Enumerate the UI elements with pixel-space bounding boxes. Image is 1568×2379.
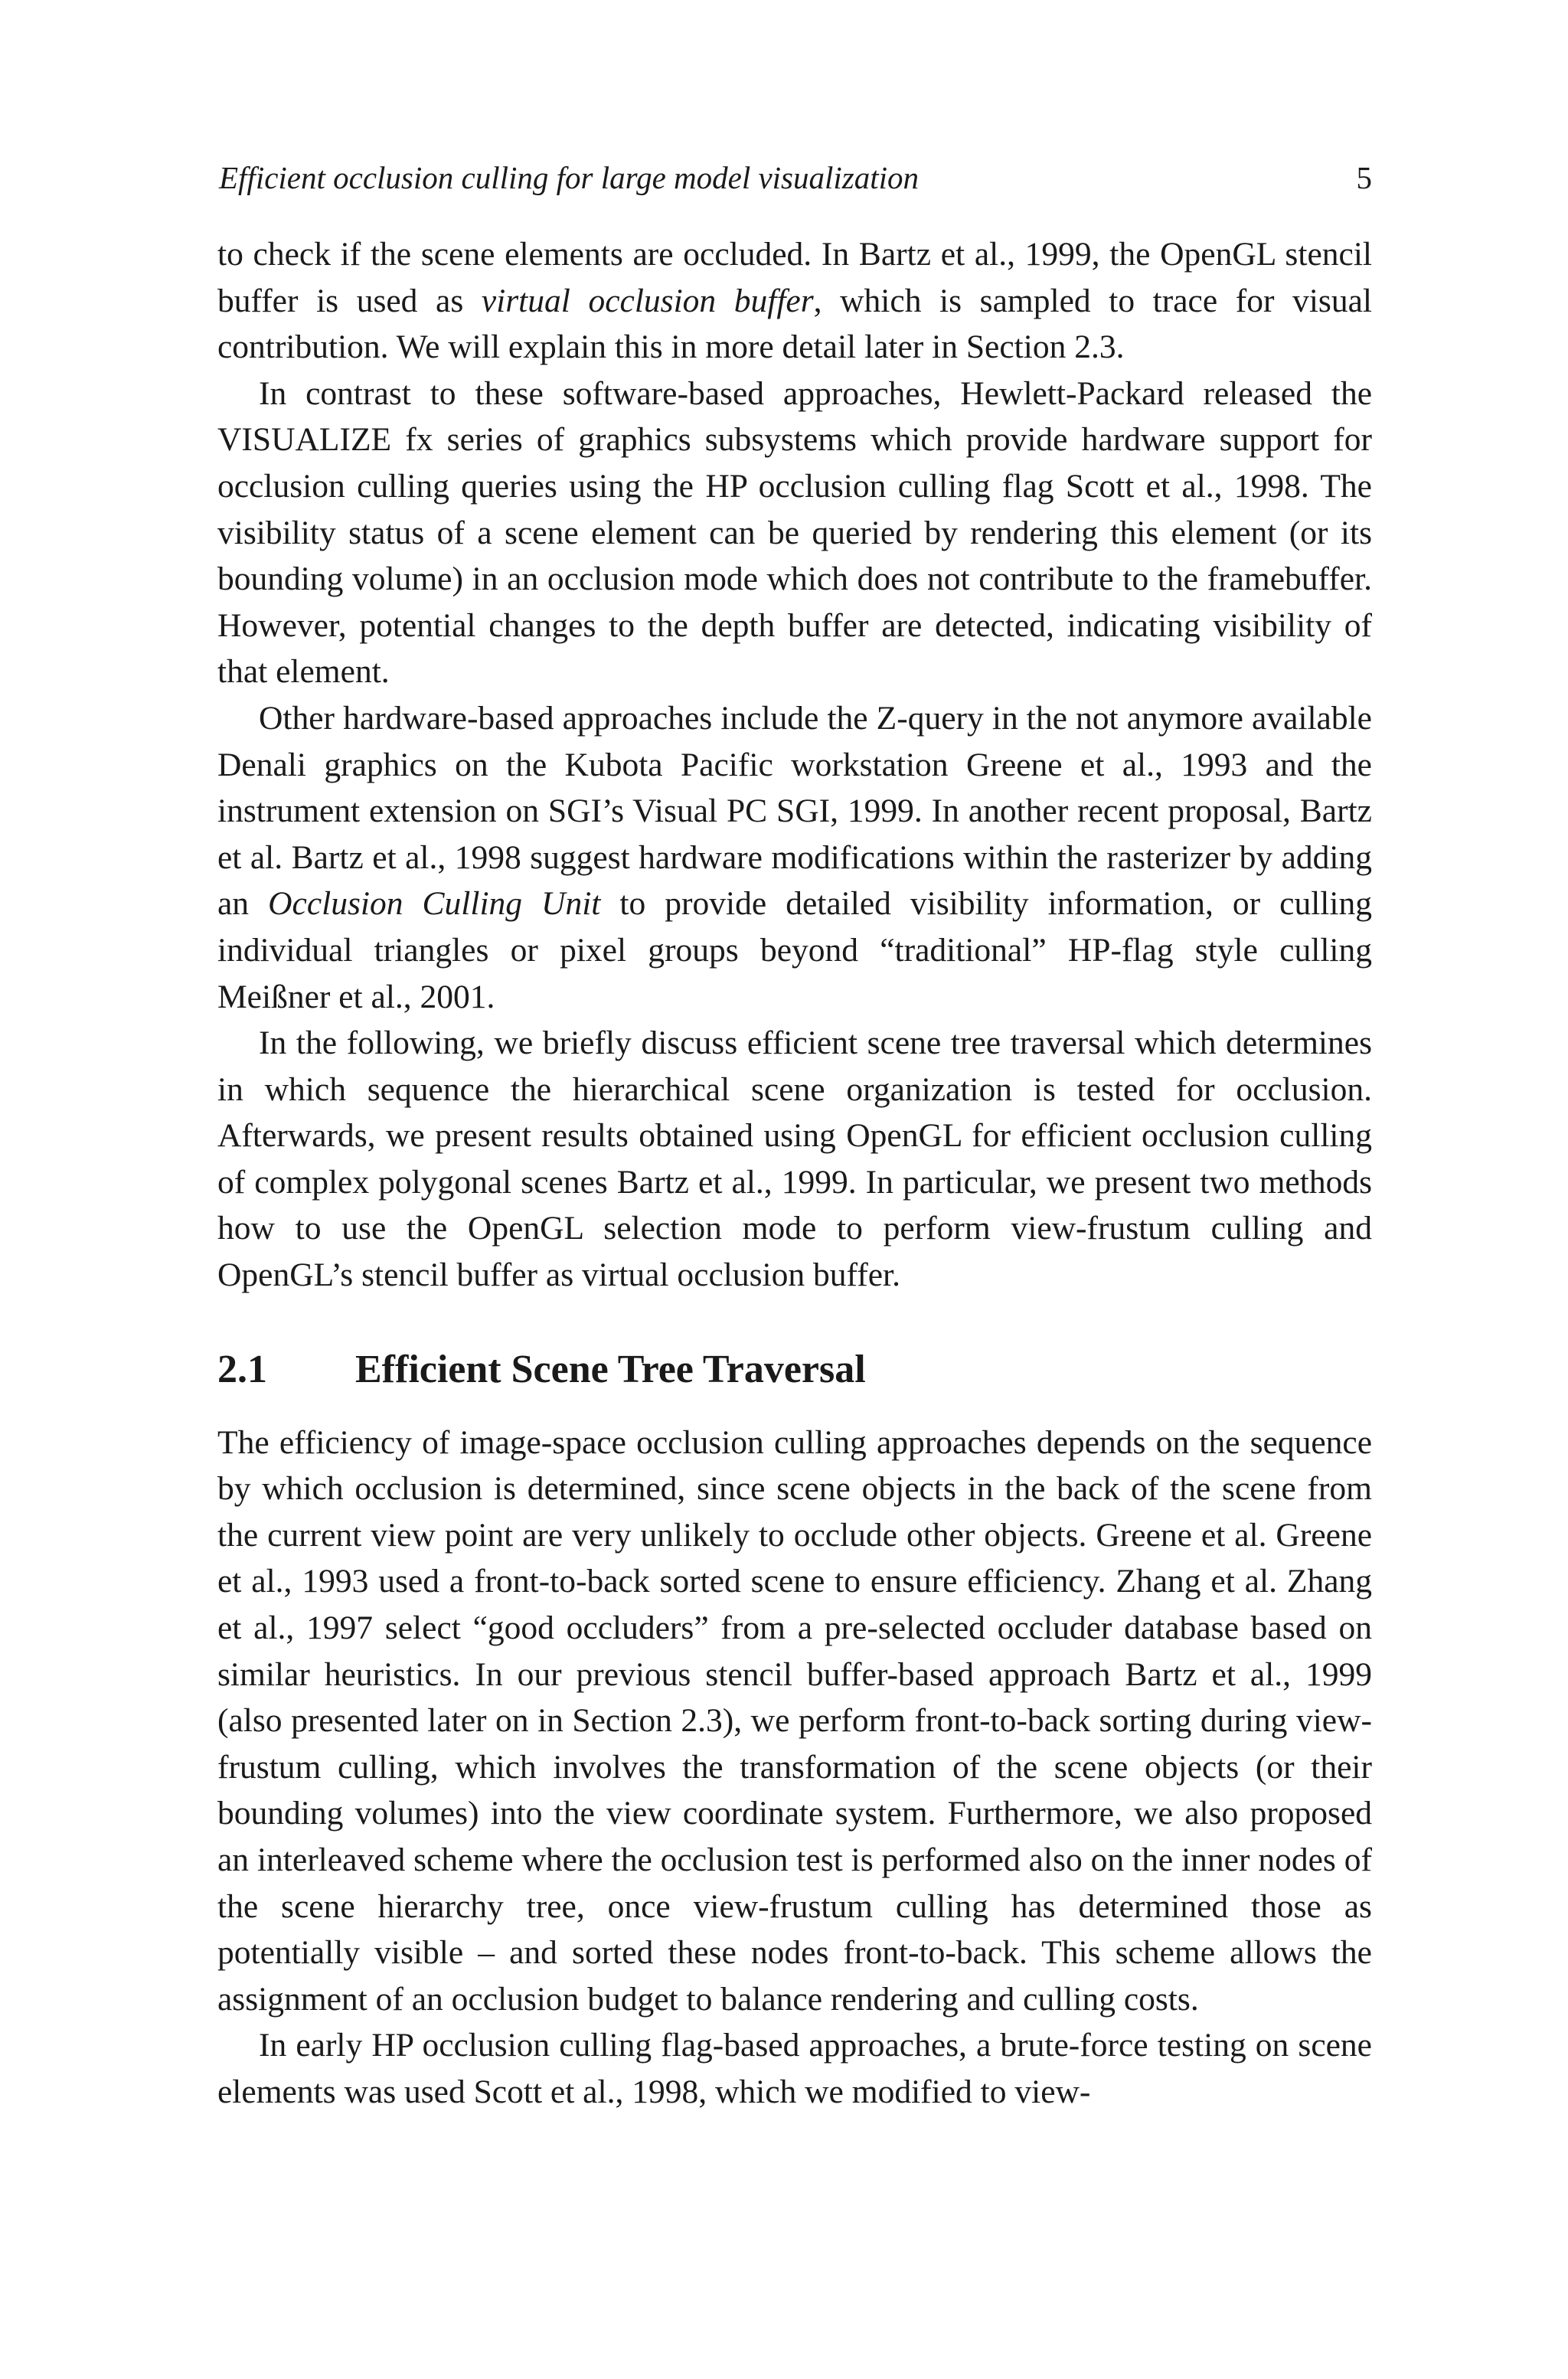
paragraph-3-text-b: to provide detailed visibility information, or culling individual triangles or pixel groups beyond “traditional” HP-flag style culling Meißner et al., 2001. bbox=[217, 885, 1372, 1015]
body-text bbox=[217, 231, 1372, 1299]
paragraph-4: In the following, we briefly discuss efficient scene tree traversal which determines in which sequence the hierarchical scene organization is tested for occlusion. Afterwards, we present results obtained using OpenGL for efficient occlusion culling of complex polygonal scenes Bartz et al., 1999. In particular, we present two methods how to use the OpenGL selection mode to perform view-frustum culling and OpenGL’s stencil buffer as virtual occlusion buffer. bbox=[217, 1024, 1372, 1294]
section-heading bbox=[217, 1343, 1372, 1397]
paragraph-3 bbox=[217, 695, 1372, 1020]
section-paragraph-1: The efficiency of image-space occlusion culling approaches depends on the sequence by which occlusion is determined, since scene objects in the back of the scene from the current view point are very unlikely to occlude other objects. Greene et al. Greene et al., 1993 used a front-to-back sorted scene to ensure efficiency. Zhang et al. Zhang et al., 1997 select “good occluders” from a pre-selected occluder database based on similar heuristics. In our previous stencil buffer-based approach Bartz et al., 1999 (also presented later on in Section 2.3), we perform front-to-back sorting during view-frustum culling, which involves the transformation of the scene objects (or their bounding volumes) into the view coordinate system. Furthermore, we also proposed an interleaved scheme where the occlusion test is performed also on the inner nodes of the scene hierarchy tree, once view-frustum culling has determined those as potentially visible – and sorted these nodes front-to-back. This scheme allows the assignment of an occlusion budget to balance rendering and culling costs. bbox=[217, 1423, 1372, 2018]
section-number: 2.1 bbox=[217, 1347, 267, 1391]
paragraph-3-emphasis: Occlusion Culling Unit bbox=[268, 885, 601, 923]
paragraph-3-text-a: Other hardware-based approaches include the Z-query in the not anymore available Denali graphics on the Kubota Pacific workstation Greene et al., 1993 and the instrument extension on SGI’s Visual PC SGI, 1999. In another recent proposal, Bartz et al. Bartz et al., 1998 suggest hardware modifications within the rasterizer by adding an bbox=[217, 699, 1372, 923]
page bbox=[217, 153, 1372, 2116]
section-body bbox=[217, 1420, 1372, 2116]
paragraph-2: In contrast to these software-based approaches, Hewlett-Packard released the VISUALIZE fx series of graphics subsystems which provide hardware support for occlusion culling queries using the HP occlusion culling flag Scott et al., 1998. The visibility status of a scene element can be queried by rendering this element (or its bounding volume) in an occlusion mode which does not contribute to the framebuffer. However, potential changes to the depth buffer are detected, indicating visibility of that element. bbox=[217, 374, 1372, 691]
section-title: Efficient Scene Tree Traversal bbox=[355, 1347, 866, 1391]
paragraph-1-text-b: , which is sampled to trace for visual contribution. We will explain this in more detail later in Section 2.3. bbox=[217, 282, 1372, 366]
paragraph-1-text-a: to check if the scene elements are occluded. In Bartz et al., 1999, the OpenGL stencil buffer is used as bbox=[217, 236, 1372, 319]
section-paragraph-2: In early HP occlusion culling flag-based approaches, a brute-force testing on scene elements was used Scott et al., 1998, which we modified to view- bbox=[217, 2027, 1372, 2110]
running-head-title: Efficient occlusion culling for large model visualization bbox=[219, 160, 920, 195]
paragraph-1-emphasis: virtual occlusion buffer bbox=[481, 282, 814, 319]
running-head bbox=[217, 153, 1372, 202]
paragraph-1 bbox=[217, 231, 1372, 371]
page-number: 5 bbox=[1356, 160, 1372, 195]
